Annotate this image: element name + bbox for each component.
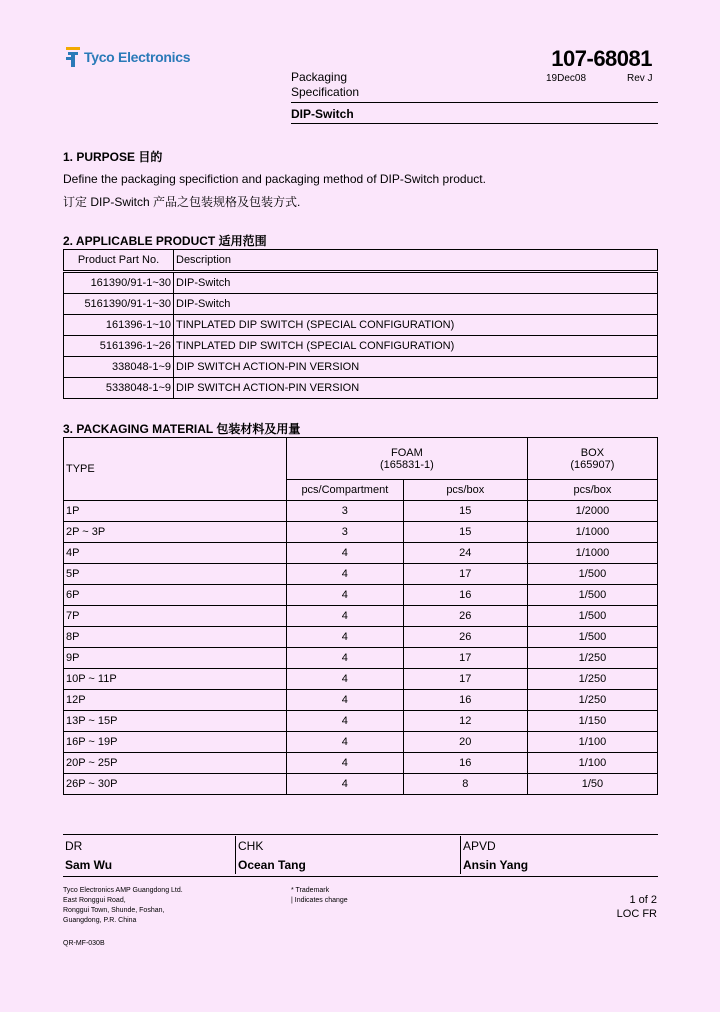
dr-name: Sam Wu xyxy=(63,855,236,874)
box-pcs-box-cell: 1/250 xyxy=(527,669,657,690)
type-cell: 16P ~ 19P xyxy=(64,732,287,753)
pcs-compartment-cell: 4 xyxy=(286,585,403,606)
foam-pcs-box-cell: 15 xyxy=(403,522,527,543)
table-row xyxy=(64,627,658,648)
type-cell: 5P xyxy=(64,564,287,585)
box-pcs-box-cell: 1/500 xyxy=(527,606,657,627)
title-line-2: Specification xyxy=(291,85,360,99)
type-cell: 2P ~ 3P xyxy=(64,522,287,543)
footer-notes xyxy=(291,886,348,906)
pcs-compartment-cell: 4 xyxy=(286,753,403,774)
description-cell: DIP-Switch xyxy=(174,273,658,294)
foam-pcs-box-cell: 17 xyxy=(403,669,527,690)
table-row xyxy=(64,357,658,378)
part-number-cell: 338048-1~9 xyxy=(64,357,174,378)
purpose-text-en: Define the packaging specifiction and packaging method of DIP-Switch product. xyxy=(63,172,486,186)
pcs-compartment-cell: 4 xyxy=(286,627,403,648)
table-row xyxy=(64,273,658,294)
apvd-name: Ansin Yang xyxy=(461,855,659,874)
packaging-material-table xyxy=(63,437,658,795)
table-row xyxy=(64,669,658,690)
table-header-row xyxy=(64,250,658,271)
signoff-rule-bottom xyxy=(63,876,658,877)
part-number-cell: 5161390/91-1~30 xyxy=(64,294,174,315)
pcs-compartment-cell: 3 xyxy=(286,522,403,543)
col-header-box-pcs-box: pcs/box xyxy=(527,480,657,501)
col-header-foam-pcs-box: pcs/box xyxy=(403,480,527,501)
foam-pcs-box-cell: 16 xyxy=(403,585,527,606)
table-header-row xyxy=(64,438,658,480)
pcs-compartment-cell: 4 xyxy=(286,543,403,564)
address-line: Guangdong, P.R. China xyxy=(63,917,137,924)
foam-pcs-box-cell: 24 xyxy=(403,543,527,564)
table-row xyxy=(64,648,658,669)
type-cell: 8P xyxy=(64,627,287,648)
foam-pcs-box-cell: 15 xyxy=(403,501,527,522)
type-cell: 13P ~ 15P xyxy=(64,711,287,732)
document-subtitle: DIP-Switch xyxy=(291,107,354,121)
box-part-number: (165907) xyxy=(570,458,615,471)
signoff-rule-top xyxy=(63,834,658,835)
col-header-pcs-compartment: pcs/Compartment xyxy=(286,480,403,501)
table-row xyxy=(64,753,658,774)
box-pcs-box-cell: 1/500 xyxy=(527,627,657,648)
table-row xyxy=(64,294,658,315)
header-rule-bottom xyxy=(291,123,658,124)
applicable-heading: 2. APPLICABLE PRODUCT 适用范围 xyxy=(63,234,267,248)
box-pcs-box-cell: 1/50 xyxy=(527,774,657,795)
pcs-compartment-cell: 4 xyxy=(286,711,403,732)
form-number: QR-MF-030B xyxy=(63,940,105,947)
description-cell: TINPLATED DIP SWITCH (SPECIAL CONFIGURATION) xyxy=(174,315,658,336)
pcs-compartment-cell: 4 xyxy=(286,774,403,795)
col-header-type: TYPE xyxy=(64,438,287,501)
box-pcs-box-cell: 1/150 xyxy=(527,711,657,732)
dr-label: DR xyxy=(63,836,236,855)
description-cell: DIP SWITCH ACTION-PIN VERSION xyxy=(174,357,658,378)
box-pcs-box-cell: 1/500 xyxy=(527,585,657,606)
table-row xyxy=(64,774,658,795)
foam-pcs-box-cell: 16 xyxy=(403,690,527,711)
address-line: Tyco Electronics AMP Guangdong Ltd. xyxy=(63,887,183,894)
address-line: East Ronggui Road, xyxy=(63,897,126,904)
type-cell: 6P xyxy=(64,585,287,606)
box-pcs-box-cell: 1/1000 xyxy=(527,543,657,564)
table-row xyxy=(64,732,658,753)
title-line-1: Packaging xyxy=(291,70,348,84)
tyco-logo-icon xyxy=(66,47,80,67)
material-heading: 3. PACKAGING MATERIAL 包装材料及用量 xyxy=(63,422,301,436)
box-pcs-box-cell: 1/250 xyxy=(527,690,657,711)
document-title xyxy=(291,70,359,100)
box-pcs-box-cell: 1/500 xyxy=(527,564,657,585)
pcs-compartment-cell: 4 xyxy=(286,690,403,711)
type-cell: 9P xyxy=(64,648,287,669)
box-pcs-box-cell: 1/250 xyxy=(527,648,657,669)
box-pcs-box-cell: 1/2000 xyxy=(527,501,657,522)
box-label: BOX xyxy=(580,446,605,459)
table-row xyxy=(64,378,658,399)
document-revision: Rev J xyxy=(627,73,653,84)
table-row xyxy=(64,501,658,522)
chk-name: Ocean Tang xyxy=(236,855,461,874)
page-info xyxy=(617,893,657,921)
table-row xyxy=(64,690,658,711)
table-row xyxy=(64,522,658,543)
table-row xyxy=(64,564,658,585)
foam-part-number: (165831-1) xyxy=(380,458,434,471)
purpose-heading: 1. PURPOSE 目的 xyxy=(63,150,163,164)
description-cell: DIP SWITCH ACTION-PIN VERSION xyxy=(174,378,658,399)
table-row xyxy=(64,315,658,336)
foam-pcs-box-cell: 8 xyxy=(403,774,527,795)
signoff-table xyxy=(63,836,658,874)
foam-pcs-box-cell: 26 xyxy=(403,627,527,648)
foam-pcs-box-cell: 16 xyxy=(403,753,527,774)
address-line: Ronggui Town, Shunde, Foshan, xyxy=(63,907,165,914)
type-cell: 7P xyxy=(64,606,287,627)
purpose-text-zh: 订定 DIP-Switch 产品之包装规格及包装方式. xyxy=(63,195,301,209)
foam-label: FOAM xyxy=(391,446,423,459)
col-header-description: Description xyxy=(174,250,658,271)
pcs-compartment-cell: 3 xyxy=(286,501,403,522)
pcs-compartment-cell: 4 xyxy=(286,564,403,585)
foam-pcs-box-cell: 12 xyxy=(403,711,527,732)
foam-pcs-box-cell: 17 xyxy=(403,648,527,669)
header-rule-top xyxy=(291,102,658,103)
type-cell: 26P ~ 30P xyxy=(64,774,287,795)
foam-pcs-box-cell: 26 xyxy=(403,606,527,627)
box-pcs-box-cell: 1/100 xyxy=(527,732,657,753)
col-header-part-no: Product Part No. xyxy=(64,250,174,271)
pcs-compartment-cell: 4 xyxy=(286,732,403,753)
part-number-cell: 5338048-1~9 xyxy=(64,378,174,399)
col-header-box xyxy=(527,438,657,480)
table-row xyxy=(64,585,658,606)
table-row xyxy=(64,336,658,357)
company-logo xyxy=(66,47,190,67)
foam-pcs-box-cell: 17 xyxy=(403,564,527,585)
applicable-product-table xyxy=(63,249,658,399)
company-name: Tyco Electronics xyxy=(84,49,191,65)
pcs-compartment-cell: 4 xyxy=(286,648,403,669)
type-cell: 10P ~ 11P xyxy=(64,669,287,690)
chk-label: CHK xyxy=(236,836,461,855)
location-code: LOC FR xyxy=(616,908,657,920)
apvd-label: APVD xyxy=(461,836,659,855)
box-pcs-box-cell: 1/1000 xyxy=(527,522,657,543)
col-header-foam xyxy=(286,438,527,480)
document-date: 19Dec08 xyxy=(546,73,587,84)
pcs-compartment-cell: 4 xyxy=(286,669,403,690)
description-cell: TINPLATED DIP SWITCH (SPECIAL CONFIGURATION) xyxy=(174,336,658,357)
table-row xyxy=(64,606,658,627)
part-number-cell: 161390/91-1~30 xyxy=(64,273,174,294)
table-row xyxy=(64,711,658,732)
foam-pcs-box-cell: 20 xyxy=(403,732,527,753)
part-number-cell: 5161396-1~26 xyxy=(64,336,174,357)
table-row xyxy=(64,543,658,564)
trademark-note: * Trademark xyxy=(291,887,330,894)
box-pcs-box-cell: 1/100 xyxy=(527,753,657,774)
part-number-cell: 161396-1~10 xyxy=(64,315,174,336)
pcs-compartment-cell: 4 xyxy=(286,606,403,627)
change-note: | Indicates change xyxy=(291,897,348,904)
company-address xyxy=(63,886,183,926)
type-cell: 4P xyxy=(64,543,287,564)
page-number: 1 of 2 xyxy=(629,894,657,906)
description-cell: DIP-Switch xyxy=(174,294,658,315)
document-number: 107-68081 xyxy=(551,46,652,71)
type-cell: 20P ~ 25P xyxy=(64,753,287,774)
type-cell: 1P xyxy=(64,501,287,522)
type-cell: 12P xyxy=(64,690,287,711)
